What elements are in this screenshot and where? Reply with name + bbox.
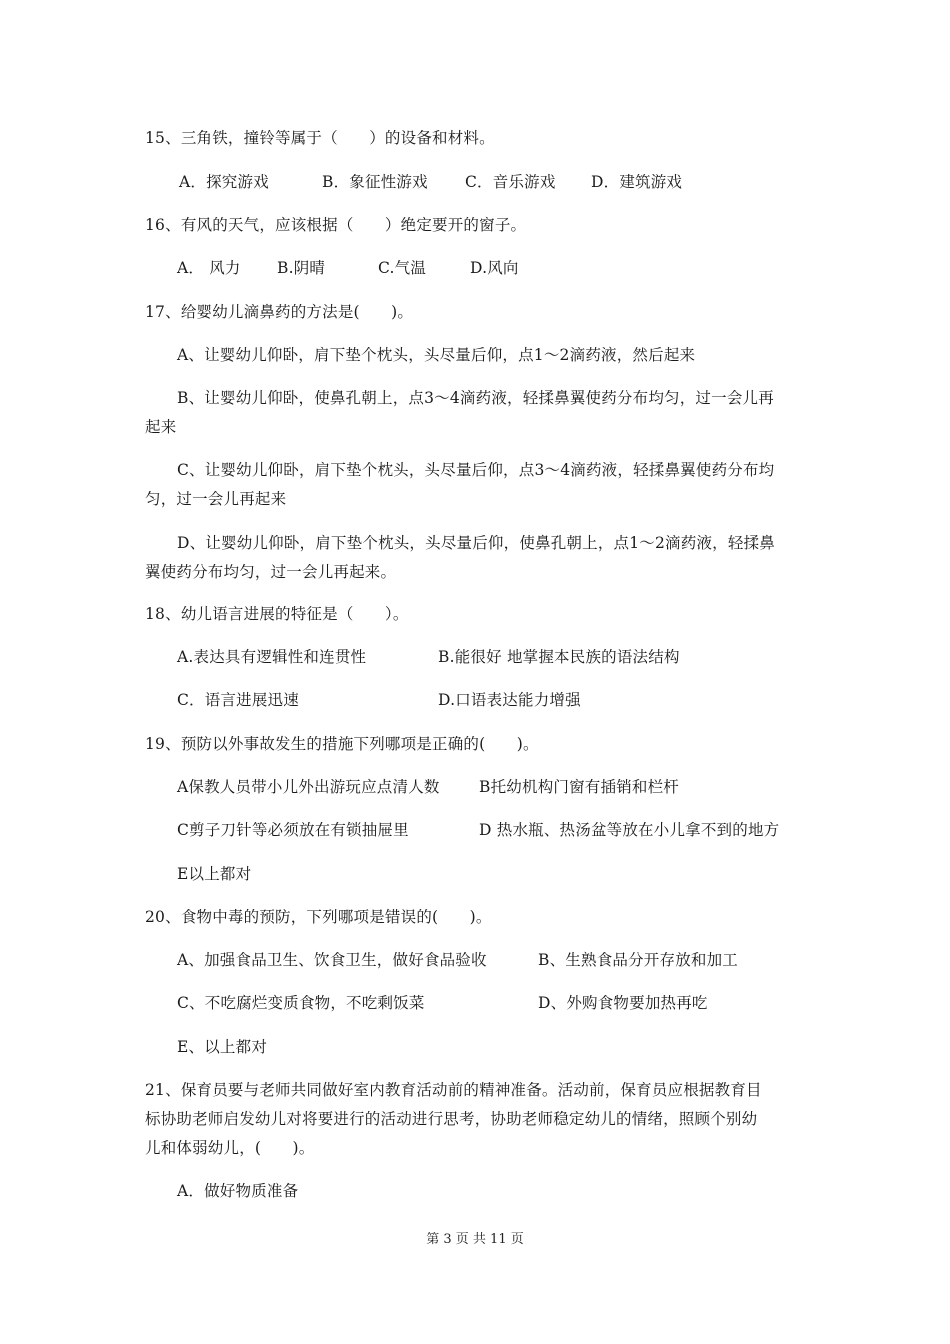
q16-option-d: D.风向	[470, 259, 519, 277]
q15-option-b: B．象征性游戏	[322, 173, 428, 191]
q17-option-b: B、让婴幼儿仰卧，使鼻孔朝上，点3～4滴药液，轻揉鼻翼使药分布均匀，过一会儿再	[177, 389, 774, 407]
question-21-stem-line-1: 21、保育员要与老师共同做好室内教育活动前的精神准备。活动前，保育员应根据教育目	[145, 1081, 762, 1099]
q19-option-c: C剪子刀针等必须放在有锁抽屉里	[177, 821, 409, 839]
q20-option-a: A、加强食品卫生、饮食卫生，做好食品验收	[177, 951, 487, 969]
q17-option-a: A、让婴幼儿仰卧，肩下垫个枕头，头尽量后仰，点1～2滴药液，然后起来	[177, 346, 696, 364]
q20-option-e: E、以上都对	[177, 1038, 268, 1056]
question-20-stem: 20、食物中毒的预防，下列哪项是错误的( )。	[145, 908, 492, 926]
q20-option-d: D、外购食物要加热再吃	[538, 994, 708, 1012]
question-17-stem: 17、给婴幼儿滴鼻药的方法是( )。	[145, 303, 414, 321]
q21-option-a: A．做好物质准备	[177, 1182, 299, 1200]
q20-option-c: C、不吃腐烂变质食物，不吃剩饭菜	[177, 994, 425, 1012]
q18-option-c: C．语言进展迅速	[177, 691, 299, 709]
q16-option-b: B.阴晴	[277, 259, 326, 277]
q16-option-c: C.气温	[378, 259, 427, 277]
q15-option-c: C．音乐游戏	[465, 173, 556, 191]
q17-option-b-continued: 起来	[145, 418, 177, 436]
question-19-stem: 19、预防以外事故发生的措施下列哪项是正确的( )。	[145, 735, 539, 753]
q15-option-a: A．探究游戏	[179, 173, 269, 191]
q19-option-e: E以上都对	[177, 865, 252, 883]
question-18-stem: 18、幼儿语言进展的特征是（ ）。	[145, 605, 409, 623]
q17-option-c: C、让婴幼儿仰卧，肩下垫个枕头，头尽量后仰，点3～4滴药液，轻揉鼻翼使药分布均	[177, 461, 775, 479]
q17-option-c-continued: 匀，过一会儿再起来	[145, 490, 287, 508]
q19-option-d: D 热水瓶、热汤盆等放在小儿拿不到的地方	[479, 821, 780, 839]
question-21-stem-line-3: 儿和体弱幼儿，( )。	[145, 1139, 315, 1157]
q18-option-a: A.表达具有逻辑性和连贯性	[177, 648, 367, 666]
q20-option-b: B、生熟食品分开存放和加工	[538, 951, 738, 969]
q17-option-d-continued: 翼使药分布均匀，过一会儿再起来。	[145, 563, 397, 581]
page-number-footer: 第 3 页 共 11 页	[426, 1232, 524, 1247]
q18-option-d: D.口语表达能力增强	[438, 691, 581, 709]
q16-option-a: A． 风力	[177, 259, 241, 277]
q17-option-d: D、让婴幼儿仰卧，肩下垫个枕头，头尽量后仰，使鼻孔朝上，点1～2滴药液，轻揉鼻	[177, 534, 775, 552]
question-16-stem: 16、有风的天气，应该根据（ ）绝定要开的窗子。	[145, 216, 527, 234]
question-15-stem: 15、三角铁，撞铃等属于（ ）的设备和材料。	[145, 129, 495, 147]
q19-option-b: B托幼机构门窗有插销和栏杆	[479, 778, 679, 796]
question-21-stem-line-2: 标协助老师启发幼儿对将要进行的活动进行思考，协助老师稳定幼儿的情绪，照顾个别幼	[145, 1110, 758, 1128]
q15-option-d: D．建筑游戏	[591, 173, 683, 191]
q18-option-b: B.能很好 地掌握本民族的语法结构	[438, 648, 680, 666]
q19-option-a: A保教人员带小儿外出游玩应点清人数	[177, 778, 440, 796]
